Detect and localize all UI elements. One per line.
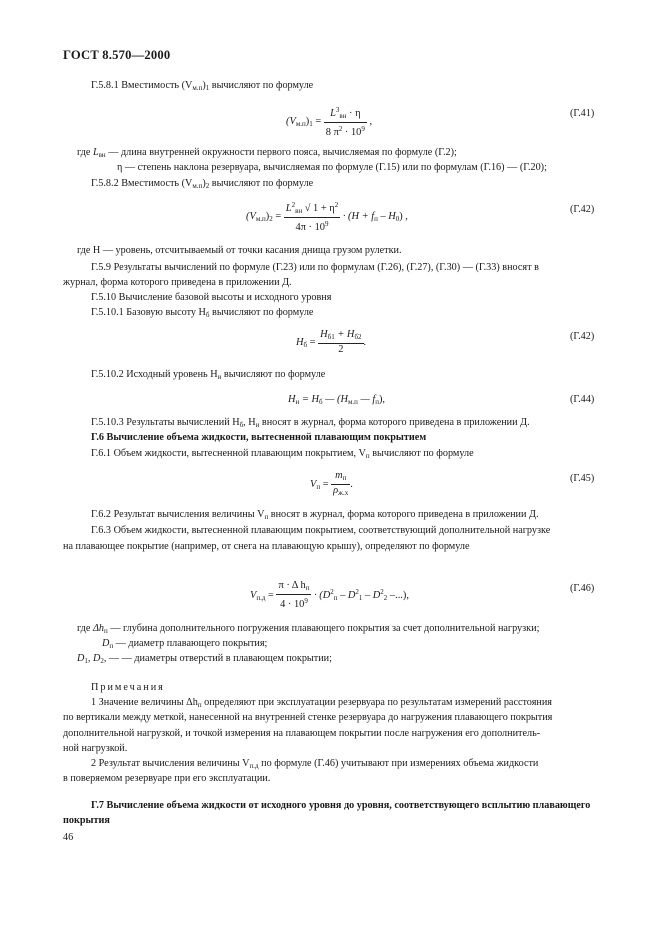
notes-title: Примечания <box>91 682 165 693</box>
note1-line1: 1 Значение величины Δhп определяют при эксплуатации резервуара по результатам измерений расстояния <box>91 697 552 709</box>
where-l: где Lвн — длина внутренней окружности первого пояса, вычисляемая по формуле (Г.2); <box>77 147 457 159</box>
paragraph-g63-line2: на плавающее покрытие (например, от снега на плавающую крышу), определяют по формуле <box>63 541 470 552</box>
paragraph-g5103: Г.5.10.3 Результаты вычислений Hб, Hи вносят в журнал, форма которого приведена в приложении Д. <box>91 417 530 429</box>
page-title: ГОСТ 8.570—2000 <box>63 48 171 62</box>
paragraph-g62: Г.6.2 Результат вычисления величины Vп вносят в журнал, форма которого приведена в приложении Д. <box>91 509 539 521</box>
equation-number: (Г.42) <box>570 204 595 215</box>
paragraph-g5101: Г.5.10.1 Базовую высоту Hб вычисляют по формуле <box>91 307 314 319</box>
formula-g41: (Vм.п)1 = $\frac{L^3вн \cdot \eta}{8 \pi^2 \cdot 10^9}$ , <box>286 106 373 138</box>
where-dp: Dп — диаметр плавающего покрытия; <box>102 638 268 650</box>
section-heading-g7-line2: покрытия <box>63 815 110 826</box>
note1-line2: по вертикали между меткой, нанесенной на внутренней стенке резервуара до нагружения плавающего покрытия <box>63 712 553 723</box>
where-eta: η — степень наклона резервуара, вычисляемая по формуле (Г.15) или по формулам (Г.16) — (Г.20); <box>117 162 547 173</box>
paragraph-g59-line1: Г.5.9 Результаты вычислений по формуле (Г.23) или по формулам (Г.26), (Г.27), (Г.30) — (Г.33) вносят в <box>91 262 539 273</box>
paragraph-g581: Г.5.8.1 Вместимость (Vм.п)1 вычисляют по формуле <box>91 80 314 92</box>
equation-number: (Г.46) <box>570 583 595 594</box>
where-h: где H — уровень, отсчитываемый от точки касания днища грузом рулетки. <box>77 245 402 256</box>
equation-number: (Г.42) <box>570 331 595 342</box>
formula-g42b: Hб = $\frac{Hб1 + Hб2}{2}$ . <box>296 329 367 355</box>
where-dh: где Δhп — глубина дополнительного погружения плавающего покрытия за счет дополнительной нагрузки; <box>77 623 540 635</box>
note1-line3: дополнительной нагрузкой, и точкой измерения на плавающем покрытии после нагружения его дополнитель- <box>63 728 541 739</box>
paragraph-g63-line1: Г.6.3 Объем жидкости, вытесненной плавающим покрытием, соответствующий дополнительной нагрузке <box>91 525 551 536</box>
section-heading-g7-line1: Г.7 Вычисление объема жидкости от исходного уровня до уровня, соответствующего всплытию плавающего <box>91 800 591 811</box>
note2-line2: в поверяемом резервуаре при его эксплуатации. <box>63 773 271 784</box>
formula-g42a: (Vм.п)2 = $\frac{L^2вн √ 1 + \eta^2}{4\pi \cdot 10^9}$ · (H + fп – H0) , <box>246 201 408 233</box>
equation-number: (Г.45) <box>570 473 595 484</box>
paragraph-g59-line2: журнал, форма которого приведена в приложении Д. <box>63 277 292 288</box>
paragraph-g61: Г.6.1 Объем жидкости, вытесненной плавающим покрытием, Vп вычисляют по формуле <box>91 448 474 460</box>
equation-number: (Г.44) <box>570 394 595 405</box>
note2-line1: 2 Результат вычисления величины Vп.д по формуле (Г.46) учитывают при измерениях объема жидкости <box>91 758 539 770</box>
formula-g44: Hи = Hб — (Hм.п — fп), <box>288 394 386 406</box>
note1-line4: ной нагрузкой. <box>63 743 128 754</box>
page-number: 46 <box>63 832 74 843</box>
formula-g46: Vп.д = $\frac{\text{π · Δ hп}}{4 \cdot 10^9}$ · ($D^2п - D^21 - D^22$ –...), <box>250 580 409 610</box>
paragraph-g5102: Г.5.10.2 Исходный уровень Hи вычисляют по формуле <box>91 369 326 381</box>
paragraph-g582: Г.5.8.2 Вместимость (Vм.п)2 вычисляют по формуле <box>91 178 314 190</box>
equation-number: (Г.41) <box>570 108 595 119</box>
where-d12: D1, D2, — — диаметры отверстий в плавающем покрытии; <box>77 653 332 665</box>
paragraph-g510: Г.5.10 Вычисление базовой высоты и исходного уровня <box>91 292 332 303</box>
section-heading-g6: Г.6 Вычисление объема жидкости, вытесненной плавающим покрытием <box>91 432 427 443</box>
formula-g45: Vп = $\frac{mп}{\rho ж.х}$ . <box>310 470 353 497</box>
